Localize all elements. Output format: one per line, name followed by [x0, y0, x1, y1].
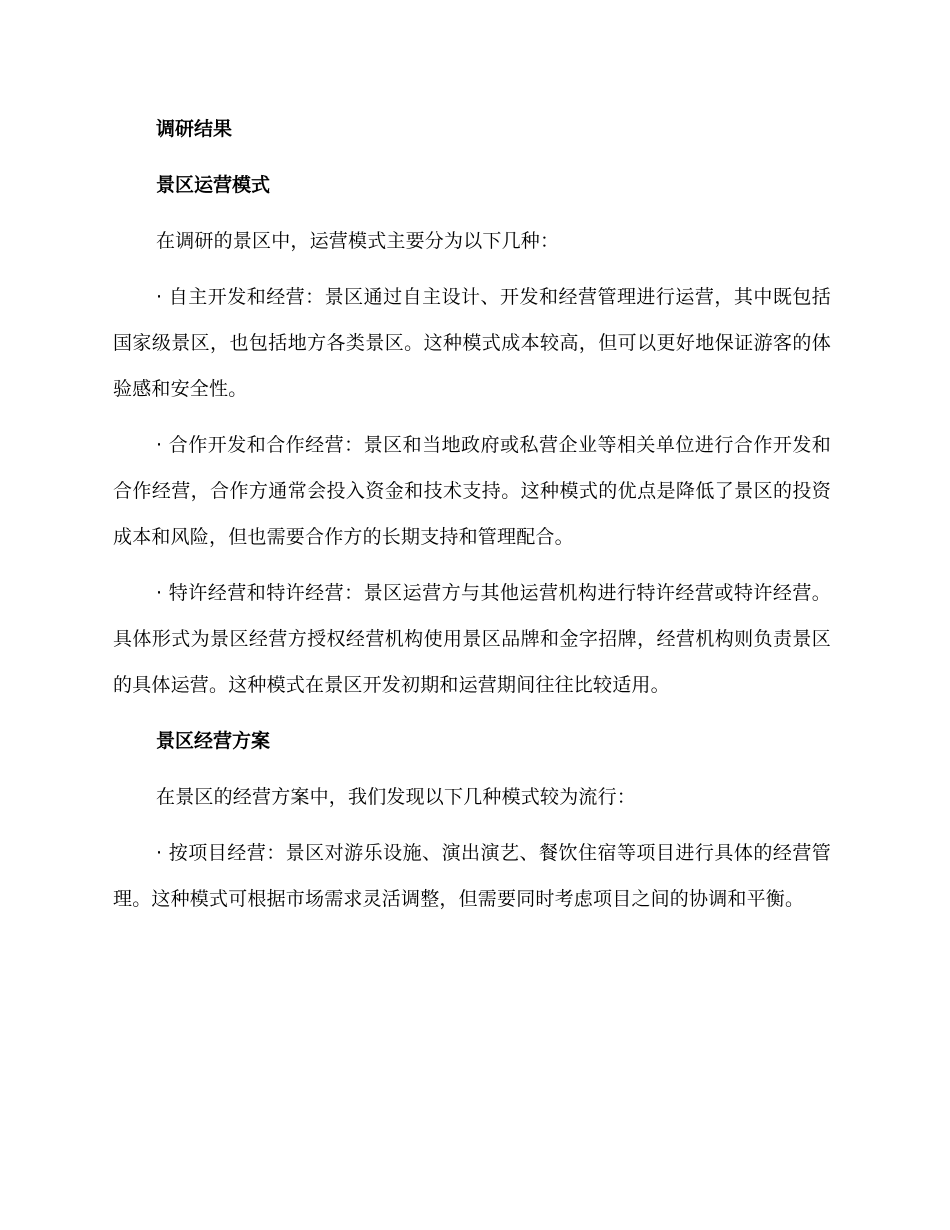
heading-research-results: 调研结果 — [156, 118, 233, 140]
heading-operation-modes: 景区运营模式 — [156, 174, 271, 196]
heading-business-plans: 景区经营方案 — [156, 730, 271, 752]
document-body — [113, 106, 831, 932]
paragraph-plan-by-project: · 按项目经营：景区对游乐设施、演出演艺、餐饮住宿等项目进行具体的经营管理。这种模式可根据市场需求灵活调整，但需要同时考虑项目之间的协调和平衡。 — [113, 842, 831, 910]
paragraph-mode-self-operated: · 自主开发和经营：景区通过自主设计、开发和经营管理进行运营，其中既包括国家级景区，也包括地方各类景区。这种模式成本较高，但可以更好地保证游客的体验感和安全性。 — [113, 286, 831, 400]
paragraph-modes-intro: 在调研的景区中，运营模式主要分为以下几种： — [156, 230, 560, 252]
paragraph-mode-franchise: · 特许经营和特许经营：景区运营方与其他运营机构进行特许经营或特许经营。具体形式为景区经营方授权经营机构使用景区品牌和金字招牌，经营机构则负责景区的具体运营。这种模式在景区开发初期和运营期间往往比较适用。 — [113, 582, 831, 696]
paragraph-mode-cooperative: · 合作开发和合作经营：景区和当地政府或私营企业等相关单位进行合作开发和合作经营，合作方通常会投入资金和技术支持。这种模式的优点是降低了景区的投资成本和风险，但也需要合作方的长期支持和管理配合。 — [113, 434, 831, 548]
paragraph-plans-intro: 在景区的经营方案中，我们发现以下几种模式较为流行： — [156, 786, 637, 808]
